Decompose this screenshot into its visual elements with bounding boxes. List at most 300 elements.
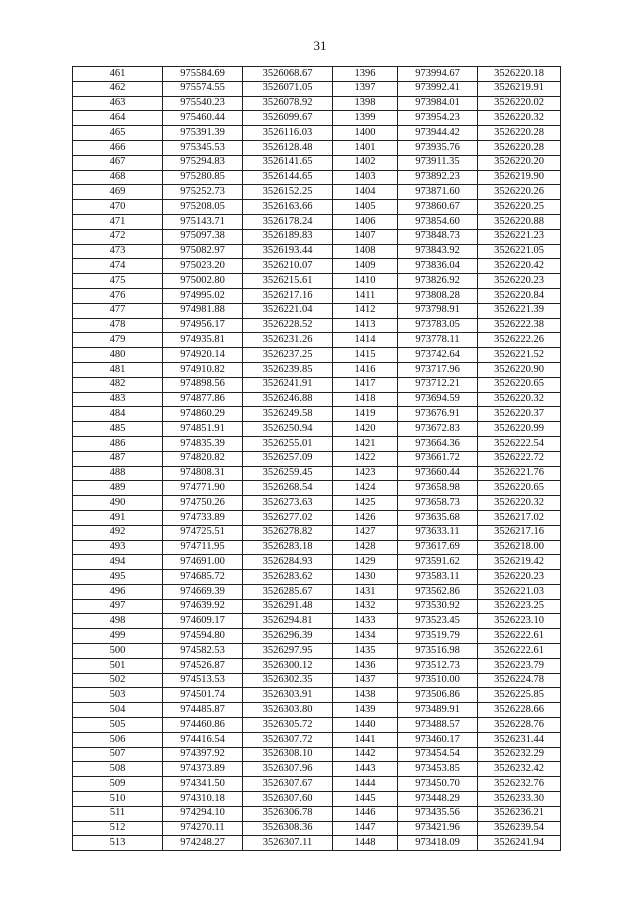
table-row	[73, 555, 561, 570]
y-coord-left: 3526078.92	[243, 96, 333, 111]
y-coord-left: 3526277.02	[243, 510, 333, 525]
x-coord-right: 973633.11	[398, 525, 478, 540]
point-id-left: 495	[73, 570, 163, 585]
table-row	[73, 407, 561, 422]
y-coord-right: 3526241.94	[478, 836, 561, 851]
table-row	[73, 732, 561, 747]
y-coord-right: 3526221.76	[478, 466, 561, 481]
point-id-right: 1410	[333, 274, 398, 289]
table-row	[73, 658, 561, 673]
x-coord-left: 974691.00	[163, 555, 243, 570]
y-coord-right: 3526220.42	[478, 259, 561, 274]
point-id-left: 464	[73, 111, 163, 126]
point-id-left: 486	[73, 436, 163, 451]
y-coord-right: 3526220.18	[478, 67, 561, 82]
y-coord-left: 3526250.94	[243, 422, 333, 437]
point-id-left: 512	[73, 821, 163, 836]
y-coord-right: 3526221.05	[478, 244, 561, 259]
x-coord-left: 974771.90	[163, 481, 243, 496]
x-coord-left: 974397.92	[163, 747, 243, 762]
point-id-right: 1430	[333, 570, 398, 585]
point-id-left: 472	[73, 229, 163, 244]
coordinates-table-body	[73, 67, 561, 851]
point-id-right: 1421	[333, 436, 398, 451]
y-coord-right: 3526220.23	[478, 570, 561, 585]
table-row	[73, 303, 561, 318]
x-coord-left: 975252.73	[163, 185, 243, 200]
y-coord-left: 3526189.83	[243, 229, 333, 244]
point-id-right: 1396	[333, 67, 398, 82]
y-coord-right: 3526232.29	[478, 747, 561, 762]
table-row	[73, 644, 561, 659]
point-id-right: 1407	[333, 229, 398, 244]
table-row	[73, 762, 561, 777]
x-coord-left: 974639.92	[163, 599, 243, 614]
table-row	[73, 170, 561, 185]
y-coord-left: 3526116.03	[243, 126, 333, 141]
y-coord-left: 3526305.72	[243, 718, 333, 733]
x-coord-left: 974248.27	[163, 836, 243, 851]
x-coord-right: 973871.60	[398, 185, 478, 200]
y-coord-left: 3526300.12	[243, 658, 333, 673]
table-row	[73, 274, 561, 289]
point-id-left: 501	[73, 658, 163, 673]
x-coord-left: 974416.54	[163, 732, 243, 747]
y-coord-right: 3526220.28	[478, 140, 561, 155]
y-coord-right: 3526228.66	[478, 703, 561, 718]
table-row	[73, 747, 561, 762]
point-id-left: 487	[73, 451, 163, 466]
y-coord-left: 3526303.91	[243, 688, 333, 703]
x-coord-left: 974310.18	[163, 792, 243, 807]
table-row	[73, 155, 561, 170]
y-coord-left: 3526268.54	[243, 481, 333, 496]
table-row	[73, 140, 561, 155]
point-id-left: 479	[73, 333, 163, 348]
point-id-left: 462	[73, 81, 163, 96]
x-coord-left: 974582.53	[163, 644, 243, 659]
point-id-left: 491	[73, 510, 163, 525]
x-coord-left: 975391.39	[163, 126, 243, 141]
y-coord-right: 3526220.25	[478, 200, 561, 215]
point-id-left: 504	[73, 703, 163, 718]
point-id-right: 1425	[333, 496, 398, 511]
table-row	[73, 422, 561, 437]
y-coord-right: 3526223.10	[478, 614, 561, 629]
table-row	[73, 466, 561, 481]
point-id-left: 470	[73, 200, 163, 215]
x-coord-left: 974860.29	[163, 407, 243, 422]
y-coord-left: 3526255.01	[243, 436, 333, 451]
table-row	[73, 214, 561, 229]
y-coord-left: 3526239.85	[243, 362, 333, 377]
x-coord-right: 973562.86	[398, 584, 478, 599]
x-coord-right: 973519.79	[398, 629, 478, 644]
point-id-left: 474	[73, 259, 163, 274]
y-coord-right: 3526220.90	[478, 362, 561, 377]
x-coord-left: 974981.88	[163, 303, 243, 318]
point-id-right: 1403	[333, 170, 398, 185]
x-coord-right: 973421.96	[398, 821, 478, 836]
x-coord-right: 973450.70	[398, 777, 478, 792]
point-id-left: 483	[73, 392, 163, 407]
table-row	[73, 318, 561, 333]
y-coord-right: 3526224.78	[478, 673, 561, 688]
x-coord-left: 975540.23	[163, 96, 243, 111]
x-coord-right: 973808.28	[398, 288, 478, 303]
x-coord-right: 973783.05	[398, 318, 478, 333]
y-coord-left: 3526249.58	[243, 407, 333, 422]
y-coord-left: 3526291.48	[243, 599, 333, 614]
y-coord-right: 3526223.25	[478, 599, 561, 614]
y-coord-right: 3526220.26	[478, 185, 561, 200]
y-coord-left: 3526144.65	[243, 170, 333, 185]
point-id-left: 489	[73, 481, 163, 496]
point-id-right: 1435	[333, 644, 398, 659]
point-id-left: 490	[73, 496, 163, 511]
x-coord-left: 974460.86	[163, 718, 243, 733]
x-coord-left: 974851.91	[163, 422, 243, 437]
point-id-right: 1398	[333, 96, 398, 111]
y-coord-right: 3526231.44	[478, 732, 561, 747]
x-coord-right: 973954.23	[398, 111, 478, 126]
x-coord-left: 974294.10	[163, 806, 243, 821]
point-id-left: 467	[73, 155, 163, 170]
y-coord-left: 3526307.11	[243, 836, 333, 851]
point-id-left: 482	[73, 377, 163, 392]
y-coord-left: 3526294.81	[243, 614, 333, 629]
point-id-left: 500	[73, 644, 163, 659]
point-id-left: 496	[73, 584, 163, 599]
x-coord-right: 973418.09	[398, 836, 478, 851]
y-coord-right: 3526223.79	[478, 658, 561, 673]
point-id-right: 1428	[333, 540, 398, 555]
point-id-left: 505	[73, 718, 163, 733]
point-id-left: 509	[73, 777, 163, 792]
y-coord-left: 3526099.67	[243, 111, 333, 126]
y-coord-right: 3526220.99	[478, 422, 561, 437]
x-coord-right: 973717.96	[398, 362, 478, 377]
x-coord-right: 973992.41	[398, 81, 478, 96]
y-coord-right: 3526220.65	[478, 481, 561, 496]
y-coord-right: 3526220.65	[478, 377, 561, 392]
x-coord-left: 975143.71	[163, 214, 243, 229]
x-coord-right: 973742.64	[398, 348, 478, 363]
point-id-left: 503	[73, 688, 163, 703]
x-coord-right: 973935.76	[398, 140, 478, 155]
y-coord-right: 3526220.23	[478, 274, 561, 289]
y-coord-left: 3526307.72	[243, 732, 333, 747]
y-coord-left: 3526215.61	[243, 274, 333, 289]
y-coord-right: 3526222.38	[478, 318, 561, 333]
point-id-right: 1406	[333, 214, 398, 229]
table-row	[73, 584, 561, 599]
table-row	[73, 806, 561, 821]
point-id-left: 497	[73, 599, 163, 614]
x-coord-right: 973454.54	[398, 747, 478, 762]
x-coord-left: 975097.38	[163, 229, 243, 244]
point-id-left: 473	[73, 244, 163, 259]
point-id-right: 1419	[333, 407, 398, 422]
point-id-left: 485	[73, 422, 163, 437]
table-row	[73, 259, 561, 274]
table-row	[73, 288, 561, 303]
y-coord-right: 3526221.39	[478, 303, 561, 318]
point-id-right: 1427	[333, 525, 398, 540]
point-id-right: 1437	[333, 673, 398, 688]
table-row	[73, 229, 561, 244]
point-id-left: 513	[73, 836, 163, 851]
y-coord-right: 3526218.00	[478, 540, 561, 555]
x-coord-right: 973512.73	[398, 658, 478, 673]
y-coord-right: 3526221.03	[478, 584, 561, 599]
point-id-left: 471	[73, 214, 163, 229]
x-coord-left: 975574.55	[163, 81, 243, 96]
point-id-left: 475	[73, 274, 163, 289]
point-id-right: 1402	[333, 155, 398, 170]
point-id-left: 478	[73, 318, 163, 333]
x-coord-left: 974513.53	[163, 673, 243, 688]
point-id-left: 506	[73, 732, 163, 747]
point-id-right: 1415	[333, 348, 398, 363]
table-row	[73, 481, 561, 496]
point-id-right: 1399	[333, 111, 398, 126]
point-id-right: 1422	[333, 451, 398, 466]
y-coord-right: 3526220.32	[478, 392, 561, 407]
x-coord-right: 973672.83	[398, 422, 478, 437]
x-coord-left: 974725.51	[163, 525, 243, 540]
point-id-left: 480	[73, 348, 163, 363]
x-coord-right: 973826.92	[398, 274, 478, 289]
x-coord-right: 973510.00	[398, 673, 478, 688]
point-id-left: 461	[73, 67, 163, 82]
table-row	[73, 525, 561, 540]
x-coord-left: 974711.95	[163, 540, 243, 555]
y-coord-right: 3526220.88	[478, 214, 561, 229]
x-coord-left: 975584.69	[163, 67, 243, 82]
x-coord-left: 974485.87	[163, 703, 243, 718]
point-id-left: 493	[73, 540, 163, 555]
table-row	[73, 377, 561, 392]
point-id-right: 1423	[333, 466, 398, 481]
point-id-left: 492	[73, 525, 163, 540]
y-coord-right: 3526220.32	[478, 111, 561, 126]
table-row	[73, 348, 561, 363]
table-row	[73, 629, 561, 644]
table-row	[73, 333, 561, 348]
y-coord-left: 3526210.07	[243, 259, 333, 274]
point-id-left: 481	[73, 362, 163, 377]
y-coord-right: 3526233.30	[478, 792, 561, 807]
point-id-left: 466	[73, 140, 163, 155]
point-id-left: 465	[73, 126, 163, 141]
table-row	[73, 599, 561, 614]
point-id-left: 510	[73, 792, 163, 807]
x-coord-right: 973860.67	[398, 200, 478, 215]
y-coord-right: 3526220.37	[478, 407, 561, 422]
y-coord-right: 3526232.76	[478, 777, 561, 792]
point-id-right: 1442	[333, 747, 398, 762]
x-coord-left: 974609.17	[163, 614, 243, 629]
y-coord-right: 3526222.61	[478, 629, 561, 644]
y-coord-right: 3526220.84	[478, 288, 561, 303]
y-coord-left: 3526306.78	[243, 806, 333, 821]
y-coord-left: 3526307.60	[243, 792, 333, 807]
x-coord-right: 973506.86	[398, 688, 478, 703]
y-coord-left: 3526273.63	[243, 496, 333, 511]
point-id-right: 1400	[333, 126, 398, 141]
x-coord-right: 973664.36	[398, 436, 478, 451]
x-coord-left: 974594.80	[163, 629, 243, 644]
x-coord-right: 973911.35	[398, 155, 478, 170]
y-coord-left: 3526068.67	[243, 67, 333, 82]
x-coord-left: 974669.39	[163, 584, 243, 599]
point-id-right: 1434	[333, 629, 398, 644]
x-coord-left: 974835.39	[163, 436, 243, 451]
y-coord-right: 3526222.26	[478, 333, 561, 348]
x-coord-left: 974935.81	[163, 333, 243, 348]
x-coord-right: 973617.69	[398, 540, 478, 555]
y-coord-right: 3526222.61	[478, 644, 561, 659]
point-id-right: 1441	[333, 732, 398, 747]
point-id-right: 1443	[333, 762, 398, 777]
table-row	[73, 81, 561, 96]
point-id-right: 1397	[333, 81, 398, 96]
table-row	[73, 126, 561, 141]
y-coord-left: 3526284.93	[243, 555, 333, 570]
y-coord-right: 3526219.91	[478, 81, 561, 96]
point-id-right: 1411	[333, 288, 398, 303]
y-coord-left: 3526285.67	[243, 584, 333, 599]
x-coord-right: 973712.21	[398, 377, 478, 392]
table-row	[73, 821, 561, 836]
y-coord-left: 3526283.62	[243, 570, 333, 585]
table-row	[73, 673, 561, 688]
y-coord-right: 3526217.02	[478, 510, 561, 525]
table-row	[73, 836, 561, 851]
y-coord-left: 3526217.16	[243, 288, 333, 303]
point-id-right: 1414	[333, 333, 398, 348]
point-id-right: 1439	[333, 703, 398, 718]
point-id-right: 1416	[333, 362, 398, 377]
x-coord-right: 973530.92	[398, 599, 478, 614]
point-id-right: 1444	[333, 777, 398, 792]
x-coord-right: 973798.91	[398, 303, 478, 318]
point-id-right: 1420	[333, 422, 398, 437]
y-coord-right: 3526239.54	[478, 821, 561, 836]
x-coord-right: 973435.56	[398, 806, 478, 821]
x-coord-left: 974341.50	[163, 777, 243, 792]
y-coord-left: 3526231.26	[243, 333, 333, 348]
point-id-right: 1446	[333, 806, 398, 821]
x-coord-right: 973583.11	[398, 570, 478, 585]
x-coord-left: 974877.86	[163, 392, 243, 407]
y-coord-right: 3526222.54	[478, 436, 561, 451]
x-coord-left: 974920.14	[163, 348, 243, 363]
x-coord-right: 973848.73	[398, 229, 478, 244]
x-coord-right: 973676.91	[398, 407, 478, 422]
y-coord-left: 3526163.66	[243, 200, 333, 215]
point-id-right: 1409	[333, 259, 398, 274]
y-coord-left: 3526071.05	[243, 81, 333, 96]
x-coord-right: 973453.85	[398, 762, 478, 777]
y-coord-right: 3526220.20	[478, 155, 561, 170]
point-id-right: 1424	[333, 481, 398, 496]
point-id-right: 1412	[333, 303, 398, 318]
table-row	[73, 96, 561, 111]
x-coord-left: 975460.44	[163, 111, 243, 126]
point-id-right: 1431	[333, 584, 398, 599]
x-coord-left: 975294.83	[163, 155, 243, 170]
y-coord-left: 3526297.95	[243, 644, 333, 659]
y-coord-right: 3526221.52	[478, 348, 561, 363]
point-id-left: 468	[73, 170, 163, 185]
point-id-right: 1408	[333, 244, 398, 259]
x-coord-left: 974270.11	[163, 821, 243, 836]
y-coord-right: 3526228.76	[478, 718, 561, 733]
x-coord-left: 974685.72	[163, 570, 243, 585]
point-id-left: 469	[73, 185, 163, 200]
point-id-right: 1429	[333, 555, 398, 570]
table-row	[73, 570, 561, 585]
x-coord-left: 975345.53	[163, 140, 243, 155]
point-id-right: 1432	[333, 599, 398, 614]
y-coord-right: 3526220.02	[478, 96, 561, 111]
point-id-left: 484	[73, 407, 163, 422]
table-row	[73, 244, 561, 259]
y-coord-right: 3526222.72	[478, 451, 561, 466]
point-id-right: 1401	[333, 140, 398, 155]
x-coord-right: 973448.29	[398, 792, 478, 807]
point-id-right: 1418	[333, 392, 398, 407]
y-coord-left: 3526308.36	[243, 821, 333, 836]
y-coord-right: 3526220.32	[478, 496, 561, 511]
table-row	[73, 362, 561, 377]
y-coord-left: 3526283.18	[243, 540, 333, 555]
table-row	[73, 392, 561, 407]
x-coord-right: 973778.11	[398, 333, 478, 348]
x-coord-right: 973843.92	[398, 244, 478, 259]
y-coord-left: 3526257.09	[243, 451, 333, 466]
point-id-left: 477	[73, 303, 163, 318]
point-id-right: 1436	[333, 658, 398, 673]
x-coord-right: 973658.98	[398, 481, 478, 496]
x-coord-right: 973994.67	[398, 67, 478, 82]
y-coord-right: 3526217.16	[478, 525, 561, 540]
table-row	[73, 540, 561, 555]
y-coord-left: 3526228.52	[243, 318, 333, 333]
table-row	[73, 436, 561, 451]
x-coord-right: 973854.60	[398, 214, 478, 229]
point-id-left: 507	[73, 747, 163, 762]
x-coord-right: 973944.42	[398, 126, 478, 141]
point-id-left: 499	[73, 629, 163, 644]
y-coord-right: 3526219.42	[478, 555, 561, 570]
x-coord-left: 975280.85	[163, 170, 243, 185]
x-coord-right: 973488.57	[398, 718, 478, 733]
y-coord-left: 3526237.25	[243, 348, 333, 363]
point-id-left: 502	[73, 673, 163, 688]
y-coord-right: 3526221.23	[478, 229, 561, 244]
y-coord-right: 3526219.90	[478, 170, 561, 185]
point-id-right: 1448	[333, 836, 398, 851]
x-coord-left: 975002.80	[163, 274, 243, 289]
table-row	[73, 510, 561, 525]
x-coord-left: 974750.26	[163, 496, 243, 511]
y-coord-left: 3526141.65	[243, 155, 333, 170]
point-id-left: 476	[73, 288, 163, 303]
x-coord-left: 975208.05	[163, 200, 243, 215]
